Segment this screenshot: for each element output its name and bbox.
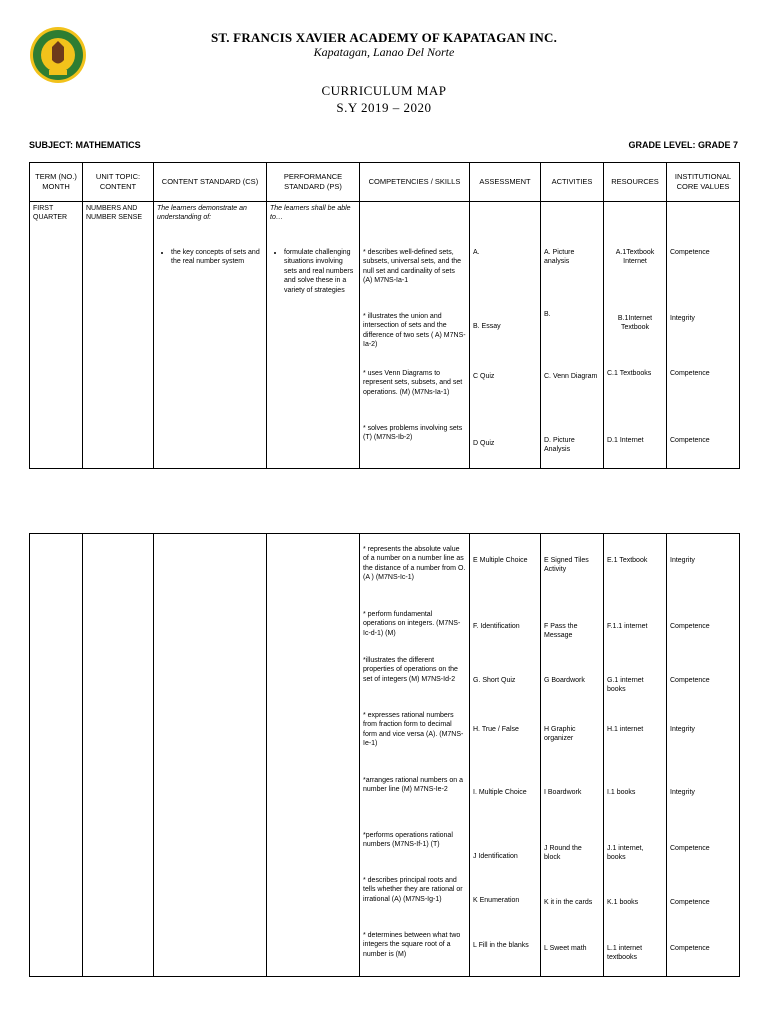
assessment-item: C Quiz — [473, 373, 495, 380]
curriculum-table-1 — [29, 162, 740, 469]
competencies-cell — [360, 202, 470, 469]
col-competencies: COMPETENCIES / SKILLS — [360, 163, 470, 202]
performance-standard-cell — [267, 202, 360, 469]
table-row — [30, 202, 740, 469]
content-standard-cell — [154, 534, 267, 977]
ps-item: • formulate challenging situations involving sets and real numbers and solve these in a variety of strategies — [284, 248, 356, 295]
school-location: Kapatagan, Lanao Del Norte — [313, 45, 455, 59]
header-row — [30, 163, 740, 202]
cs-intro: The learners demonstrate an understanding of: — [157, 205, 247, 222]
core-value-item: Competence — [670, 845, 710, 852]
ps-intro: The learners shall be able to… — [270, 205, 351, 222]
assessment-cell — [470, 534, 541, 977]
assessment-item: G. Short Quiz — [473, 677, 516, 684]
resources-cell — [604, 202, 667, 469]
competency-item: * uses Venn Diagrams to represent sets, subsets, and set operations. (M) (M7Ns-Ia-1) — [363, 370, 463, 396]
resource-item: L.1 internet textbooks — [607, 945, 643, 962]
competency-item: * perform fundamental operations on integers. (M7NS-Ic-d-1) (M) — [363, 611, 461, 637]
cs-item: • the key concepts of sets and the real number system — [171, 248, 263, 267]
school-year: S.Y 2019 – 2020 — [336, 100, 432, 115]
resource-item: H.1 internet — [607, 726, 644, 733]
resource-item: B.1Internet Textbook — [617, 315, 653, 332]
assessment-item: F. Identification — [473, 623, 520, 630]
grade-level-label: GRADE LEVEL: GRADE 7 — [628, 140, 738, 150]
assessment-item: A. — [473, 249, 480, 256]
activity-item: K it in the cards — [544, 899, 593, 906]
core-value-item: Competence — [670, 677, 710, 684]
unit-topic-cell — [83, 534, 154, 977]
activity-item: L Sweet math — [544, 945, 587, 952]
document-title: CURRICULUM MAP — [321, 83, 447, 98]
assessment-item: E Multiple Choice — [473, 557, 528, 564]
performance-standard-cell — [267, 534, 360, 977]
assessment-item: B. Essay — [473, 323, 501, 330]
resource-item: A.1Textbook Internet — [615, 249, 655, 266]
competency-item: * determines between what two integers the square root of a number is (M) — [363, 932, 461, 958]
col-unit-topic: UNIT TOPIC: CONTENT — [83, 163, 154, 202]
core-value-item: Integrity — [670, 315, 695, 322]
core-value-item: Competence — [670, 437, 710, 444]
activity-item: F Pass the Message — [544, 623, 578, 640]
table-row — [30, 534, 740, 977]
activity-item: J Round the block — [544, 845, 582, 862]
col-assessment: ASSESSMENT — [470, 163, 541, 202]
activity-item: H Graphic organizer — [544, 726, 576, 743]
term-cell — [30, 534, 83, 977]
resource-item: I.1 books — [607, 789, 636, 796]
core-values-cell — [667, 202, 740, 469]
assessment-item: H. True / False — [473, 726, 519, 733]
content-standard-cell — [154, 202, 267, 469]
assessment-item: J Identification — [473, 853, 518, 860]
resource-item: F.1.1 internet — [607, 623, 648, 630]
competency-item: *performs operations rational numbers (M7NS-If-1) (T) — [363, 832, 453, 849]
core-value-item: Competence — [670, 370, 710, 377]
competency-item: *arranges rational numbers on a number line (M) M7NS-Ie-2 — [363, 777, 464, 794]
activity-item: D. Picture Analysis — [544, 437, 575, 454]
competencies-cell — [360, 534, 470, 977]
activity-item: E Signed Tiles Activity — [544, 557, 589, 574]
resource-item: E.1 Textbook — [607, 557, 648, 564]
resource-item: C.1 Textbooks — [607, 370, 652, 377]
competency-item: * describes principal roots and tells whether they are rational or irrational (A) (M7NS-Ig-1) — [363, 877, 463, 903]
core-value-item: Competence — [670, 623, 710, 630]
competency-item: * describes well-defined sets, subsets, universal sets, and the null set and cardinality of sets (A) M7NS-Ia-1 — [363, 249, 462, 285]
activities-cell — [541, 534, 604, 977]
core-values-cell — [667, 534, 740, 977]
core-value-item: Competence — [670, 249, 710, 256]
core-value-item: Competence — [670, 945, 710, 952]
activities-cell — [541, 202, 604, 469]
col-resources: RESOURCES — [604, 163, 667, 202]
activity-item: G Boardwork — [544, 677, 585, 684]
core-value-item: Integrity — [670, 726, 695, 733]
competency-item: *illustrates the different properties of operations on the set of integers (M) M7NS-Id-2 — [363, 657, 458, 683]
assessment-cell — [470, 202, 541, 469]
competency-item: * solves problems involving sets (T) (M7NS-Ib-2) — [363, 425, 463, 442]
activity-item: I Boardwork — [544, 789, 582, 796]
assessment-item: D Quiz — [473, 440, 495, 447]
competency-item: * expresses rational numbers from fraction form to decimal form and vice versa (A). (M7NS-Ie-1) — [363, 712, 464, 748]
curriculum-table-2 — [29, 533, 740, 977]
col-content-standard: CONTENT STANDARD (CS) — [154, 163, 267, 202]
resources-cell — [604, 534, 667, 977]
resource-item: J.1 internet, books — [607, 845, 644, 862]
competency-item: * represents the absolute value of a number on a number line as the distance of a number from O. (A ) (M7NS-Ic-1) — [363, 546, 466, 582]
activity-item: C. Venn Diagram — [544, 373, 598, 380]
school-name: ST. FRANCIS XAVIER ACADEMY OF KAPATAGAN INC. — [210, 30, 558, 45]
col-core-values: INSTITUTIONAL CORE VALUES — [667, 163, 740, 202]
resource-item: D.1 Internet — [607, 437, 644, 444]
subject-label: SUBJECT: MATHEMATICS — [29, 140, 141, 150]
col-term: TERM (NO.) MONTH — [30, 163, 83, 202]
col-performance-standard: PERFORMANCE STANDARD (PS) — [267, 163, 360, 202]
resource-item: G.1 internet books — [607, 677, 644, 694]
assessment-item: L Fill in the blanks — [473, 942, 529, 949]
competency-item: * illustrates the union and intersection of sets and the difference of two sets ( A) M7NS-Ia-2) — [363, 313, 466, 349]
assessment-item: I. Multiple Choice — [473, 789, 527, 796]
assessment-item: K Enumeration — [473, 897, 520, 904]
unit-topic-cell: NUMBERS AND NUMBER SENSE — [83, 202, 154, 469]
resource-item: K.1 books — [607, 899, 639, 906]
core-value-item: Competence — [670, 899, 710, 906]
term-cell: FIRST QUARTER — [30, 202, 83, 469]
col-activities: ACTIVITIES — [541, 163, 604, 202]
core-value-item: Integrity — [670, 789, 695, 796]
core-value-item: Integrity — [670, 557, 695, 564]
activity-item: A. Picture analysis — [544, 249, 575, 266]
activity-item: B. — [544, 311, 551, 318]
